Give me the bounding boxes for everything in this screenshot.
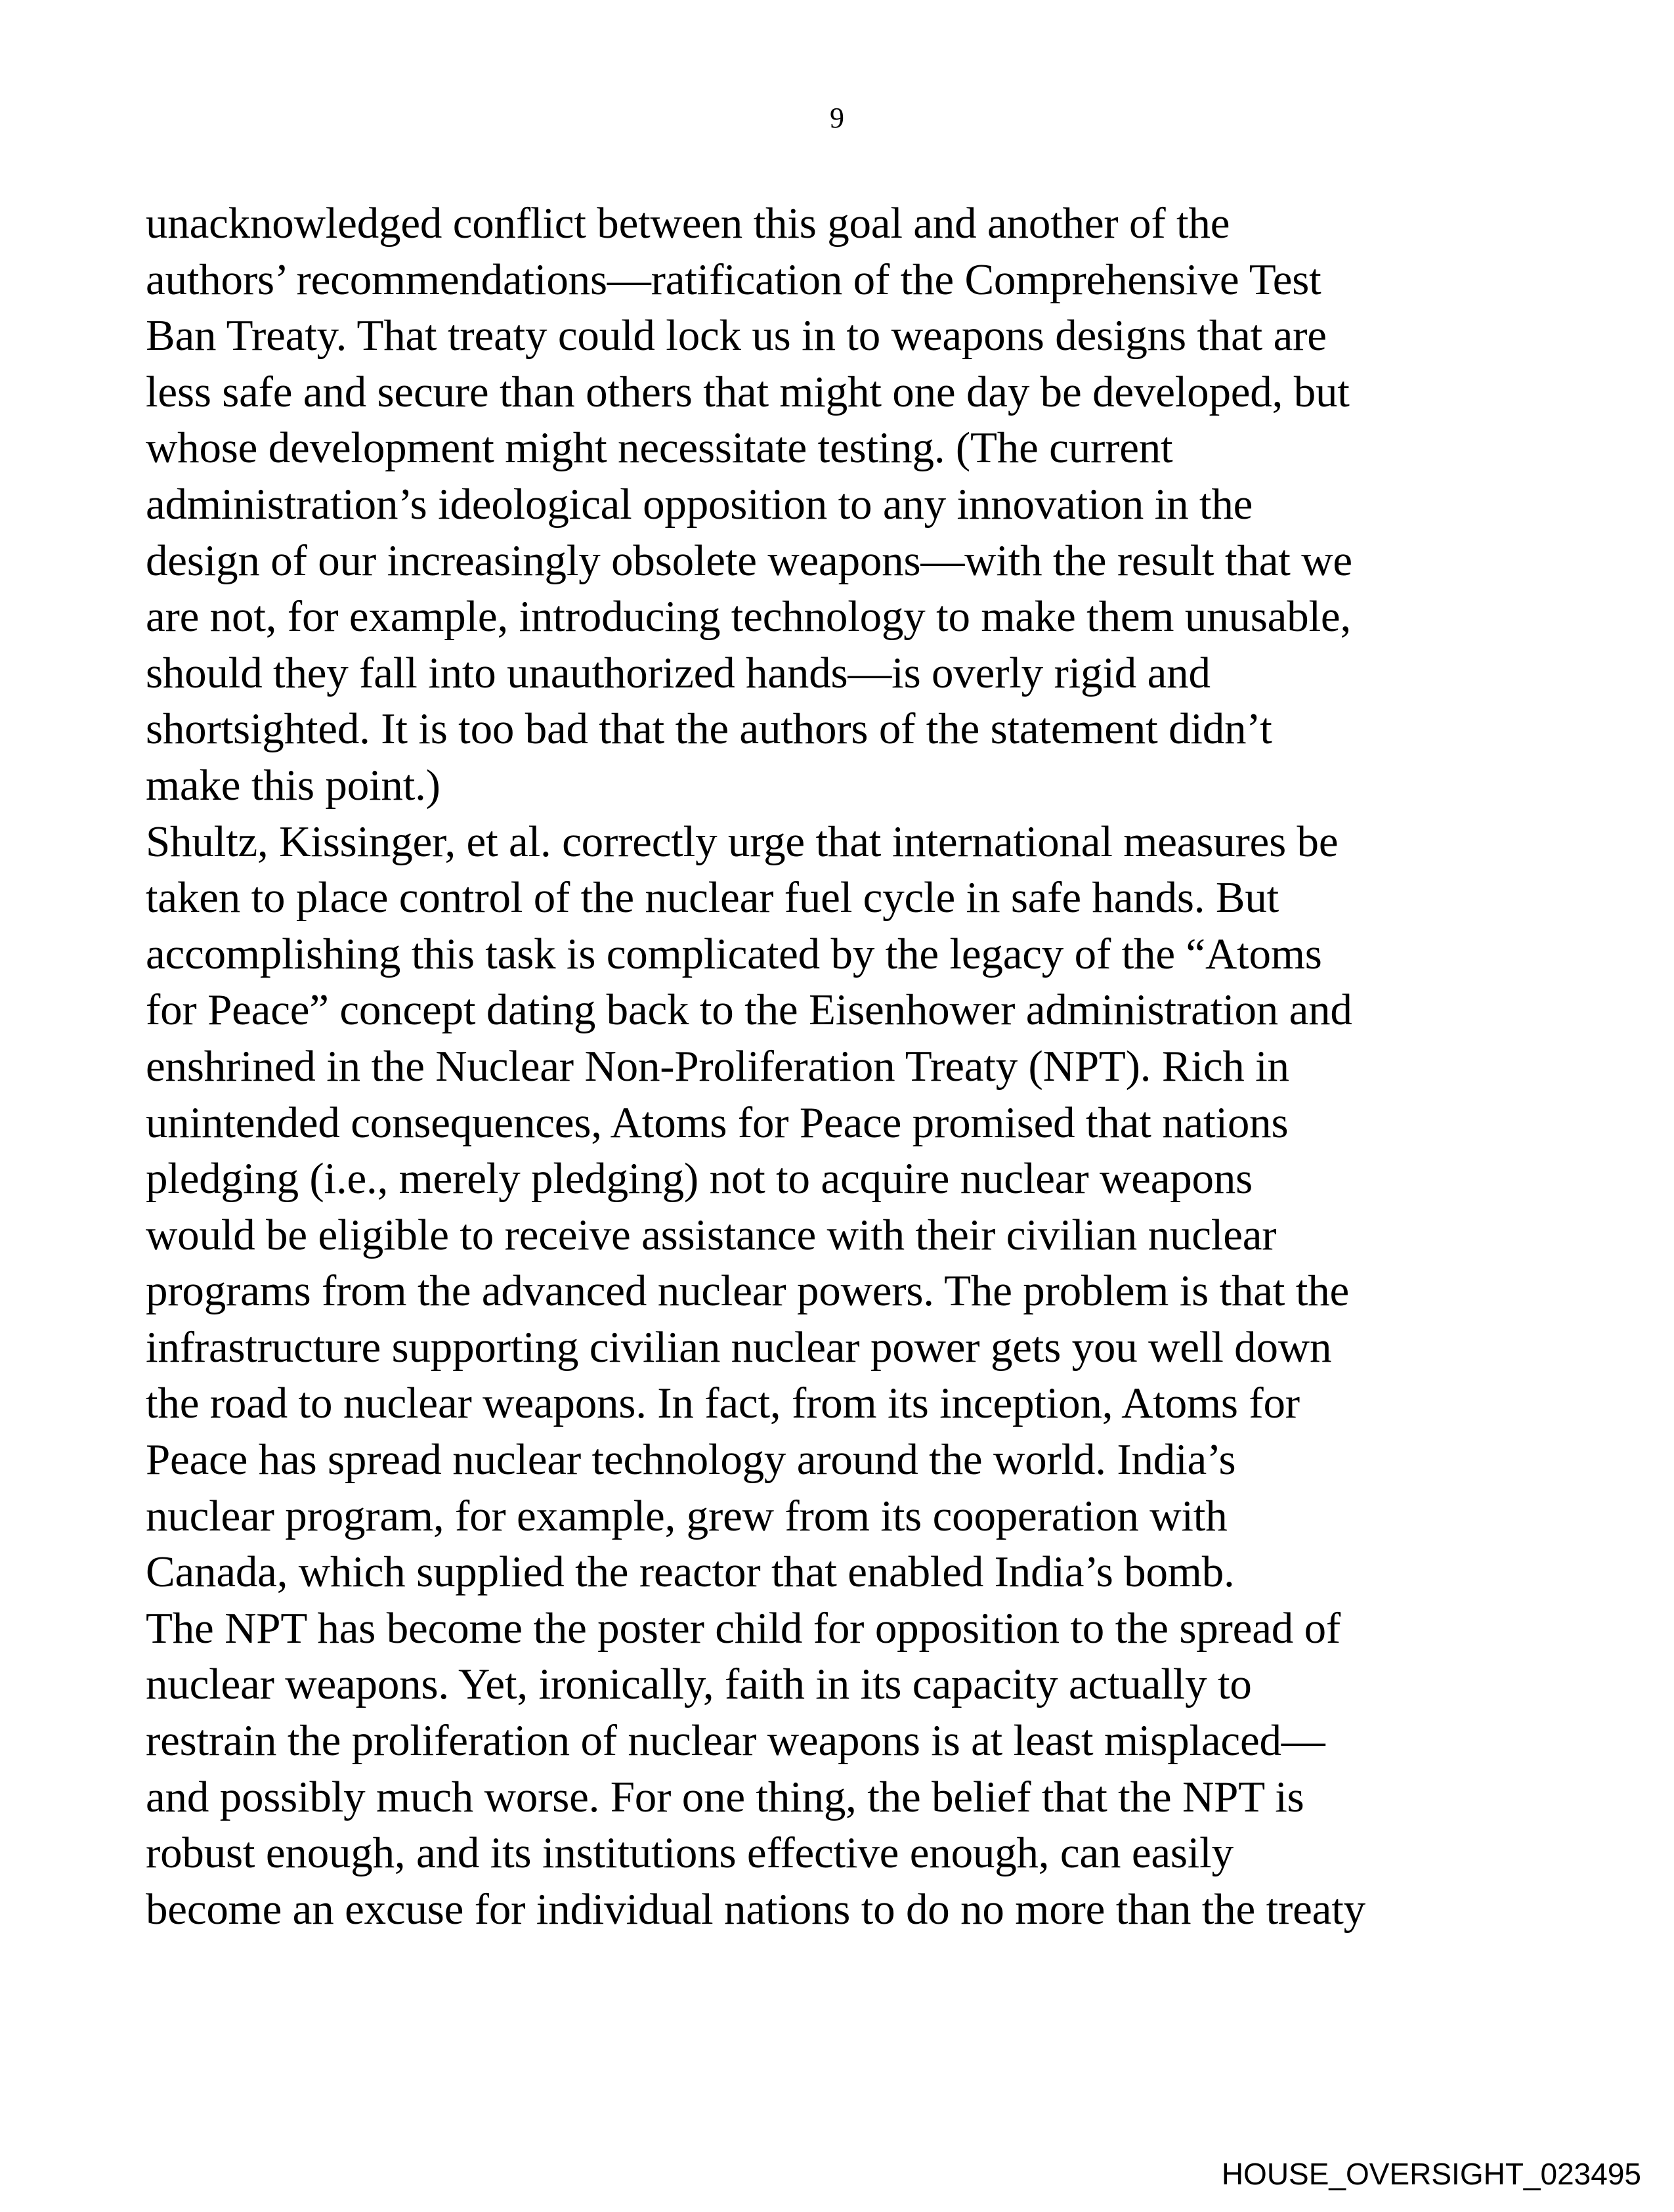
text-line: pledging (i.e., merely pledging) not to acquire nuclear weapons [146, 1154, 1253, 1204]
text-line: Peace has spread nuclear technology around the world. India’s [146, 1435, 1236, 1485]
text-line: infrastructure supporting civilian nuclear power gets you well down [146, 1322, 1332, 1372]
text-line: Canada, which supplied the reactor that enabled India’s bomb. [146, 1548, 1235, 1597]
text-line: accomplishing this task is complicated by the legacy of the “Atoms [146, 929, 1322, 978]
text-line: unintended consequences, Atoms for Peace promised that nations [146, 1098, 1289, 1147]
text-line: nuclear weapons. Yet, ironically, faith in its capacity actually to [146, 1660, 1252, 1709]
text-line: become an excuse for individual nations to do no more than the treaty [146, 1884, 1365, 1934]
paragraph-start-line: The NPT has become the poster child for opposition to the spread of [146, 1603, 1341, 1653]
text-line: nuclear program, for example, grew from its cooperation with [146, 1491, 1228, 1540]
text-line: less safe and secure than others that might one day be developed, but [146, 367, 1350, 416]
text-line: for Peace” concept dating back to the Eisenhower administration and [146, 986, 1352, 1035]
text-line: robust enough, and its institutions effective enough, can easily [146, 1829, 1234, 1878]
text-line: are not, for example, introducing technology to make them unusable, [146, 592, 1352, 641]
page-number: 9 [830, 102, 844, 134]
paragraph-start-line: Shultz, Kissinger, et al. correctly urge that international measures be [146, 817, 1339, 866]
text-line: programs from the advanced nuclear powers. The problem is that the [146, 1267, 1350, 1316]
text-line: administration’s ideological opposition to any innovation in the [146, 479, 1253, 529]
text-line: whose development might necessitate testing. (The current [146, 423, 1173, 473]
document-id-footer: HOUSE_OVERSIGHT_023495 [1221, 2157, 1641, 2191]
text-line: authors’ recommendations—ratification of the Comprehensive Test [146, 255, 1321, 304]
text-line: would be eligible to receive assistance with their civilian nuclear [146, 1210, 1277, 1259]
text-line: make this point.) [146, 760, 440, 810]
text-line: the road to nuclear weapons. In fact, from its inception, Atoms for [146, 1379, 1300, 1428]
document-body [146, 196, 1590, 1938]
text-line: and possibly much worse. For one thing, the belief that the NPT is [146, 1772, 1304, 1821]
text-line: enshrined in the Nuclear Non-Proliferation Treaty (NPT). Rich in [146, 1041, 1289, 1091]
text-line: unacknowledged conflict between this goal and another of the [146, 199, 1230, 248]
text-line: taken to place control of the nuclear fuel cycle in safe hands. But [146, 873, 1279, 922]
text-line: design of our increasingly obsolete weapons—with the result that we [146, 536, 1352, 585]
text-line: should they fall into unauthorized hands—is overly rigid and [146, 648, 1211, 697]
text-line: Ban Treaty. That treaty could lock us in to weapons designs that are [146, 311, 1327, 360]
text-line: shortsighted. It is too bad that the authors of the statement didn’t [146, 705, 1272, 754]
text-line: restrain the proliferation of nuclear weapons is at least misplaced— [146, 1716, 1325, 1766]
